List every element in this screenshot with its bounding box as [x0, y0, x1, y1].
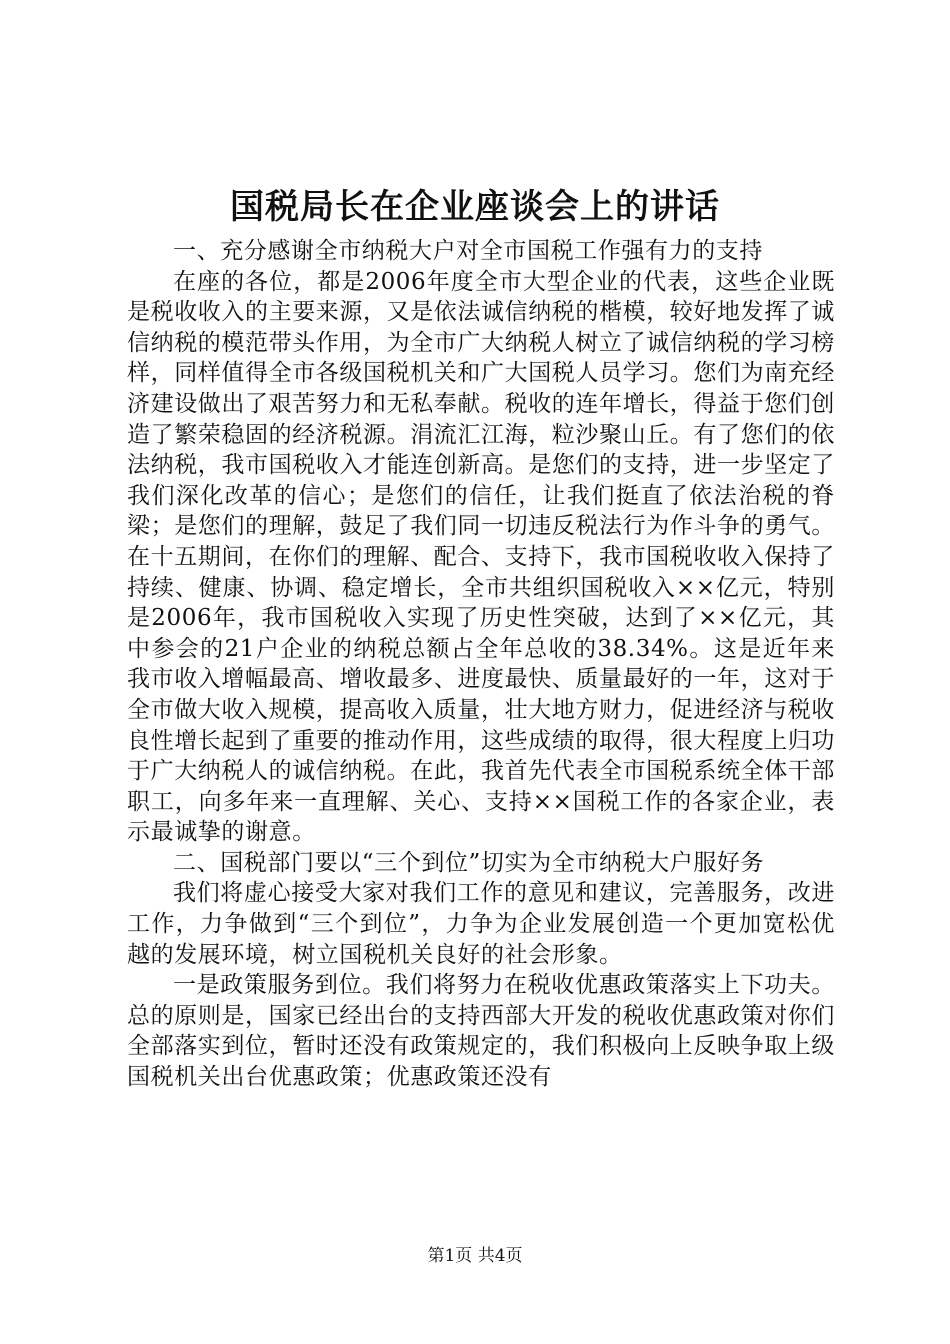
- body-paragraph: 在座的各位，都是2006年度全市大型企业的代表，这些企业既是税收收入的主要来源，又是依法诚信纳税的楷模，较好地发挥了诚信纳税的模范带头作用，为全市广大纳税人树立了诚信纳税的学习榜样，同样值得全市各级国税机关和广大国税人员学习。您们为南充经济建设做出了艰苦努力和无私奉献。税收的连年增长，得益于您们创造了繁荣稳固的经济税源。涓流汇江海，粒沙聚山丘。有了您们的依法纳税，我市国税收入才能连创新高。是您们的支持，进一步坚定了我们深化改革的信心；是您们的信任，让我们挺直了依法治税的脊梁；是您们的理解，鼓足了我们同一切违反税法行为作斗争的勇气。在十五期间，在你们的理解、配合、支持下，我市国税收收入保持了持续、健康、协调、稳定增长，全市共组织国税收入××亿元，特别是2006年，我市国税收入实现了历史性突破，达到了××亿元，其中参会的21户企业的纳税总额占全年总收的38.34%。这是近年来我市收入增幅最高、增收最多、进度最快、质量最好的一年，这对于全市做大收入规模，提高收入质量，壮大地方财力，促进经济与税收良性增长起到了重要的推动作用，这些成绩的取得，很大程度上归功于广大纳税人的诚信纳税。在此，我首先代表全市国税系统全体干部职工，向多年来一直理解、关心、支持××国税工作的各家企业，表示最诚挚的谢意。: [127, 268, 835, 846]
- section-heading-1: 一、充分感谢全市纳税大户对全市国税工作强有力的支持: [173, 238, 763, 264]
- body-paragraph: 一是政策服务到位。我们将努力在税收优惠政策落实上下功夫。总的原则是，国家已经出台的支持西部大开发的税收优惠政策对你们全部落实到位，暂时还没有政策规定的，我们积极向上反映争取上级国税机关出台优惠政策；优惠政策还没有: [127, 972, 835, 1091]
- body-paragraph: 我们将虚心接受大家对我们工作的意见和建议，完善服务，改进工作，力争做到“三个到位”，力争为企业发展创造一个更加宽松优越的发展环境，树立国税机关良好的社会形象。: [127, 880, 835, 968]
- document-title: 国税局长在企业座谈会上的讲话: [230, 187, 720, 227]
- document-body: [127, 236, 835, 1093]
- page-number-footer: 第1页 共4页: [427, 1246, 523, 1266]
- section-heading-2: 二、国税部门要以“三个到位”切实为全市纳税大户服好务: [173, 849, 765, 876]
